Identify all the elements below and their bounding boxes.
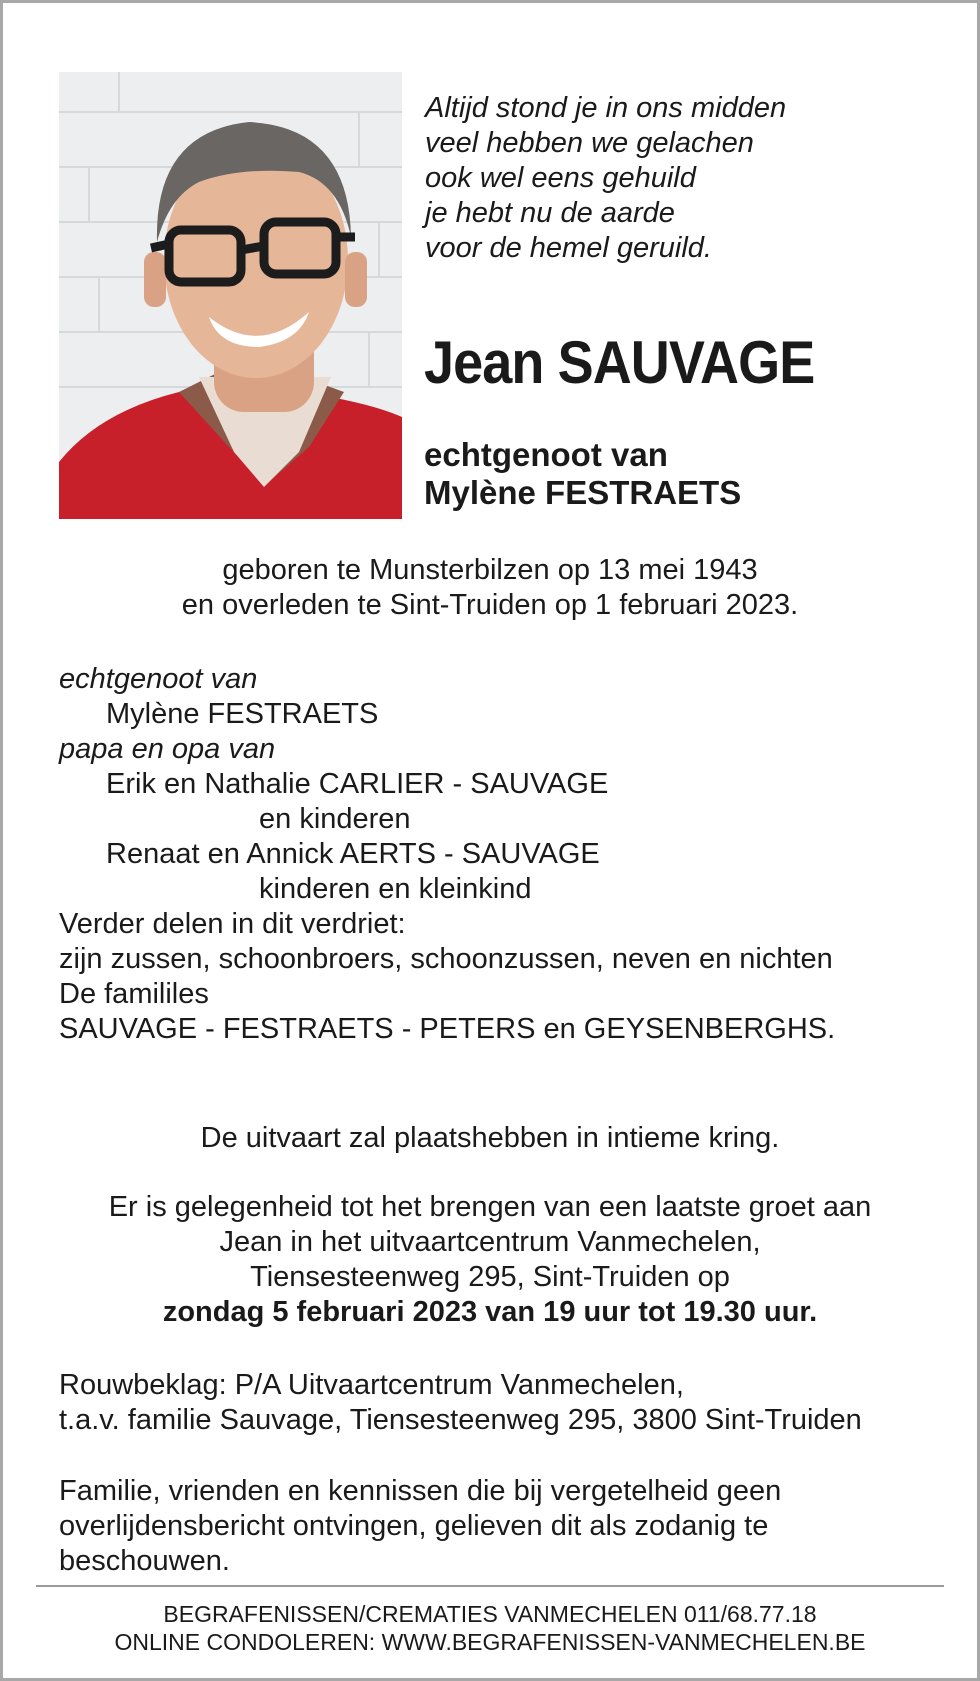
family-notice	[59, 1474, 781, 1579]
notice-line: Familie, vrienden en kennissen die bij vergetelheid geen	[59, 1475, 782, 1507]
portrait-illustration	[59, 72, 402, 519]
online-condolence-line: ONLINE CONDOLEREN: WWW.BEGRAFENISSEN-VANMECHELEN.BE	[114, 1629, 866, 1655]
poem-line: Altijd stond je in ons midden	[425, 92, 787, 124]
death-line: en overleden te Sint-Truiden op 1 februari 2023.	[181, 589, 799, 621]
families-list: SAUVAGE - FESTRAETS - PETERS en GEYSENBERGHS.	[59, 1013, 836, 1045]
visitation-line: Er is gelegenheid tot het brengen van een laatste groet aan	[108, 1191, 872, 1223]
funeral-notice: De uitvaart zal plaatshebben in intieme kring.	[200, 1122, 780, 1154]
visitation-line: Jean in het uitvaartcentrum Vanmechelen,	[219, 1226, 761, 1258]
spouse-heading	[424, 436, 741, 512]
poem-line: veel hebben we gelachen	[425, 127, 754, 159]
family-list	[59, 662, 835, 1047]
others-intro: Verder delen in dit verdriet:	[59, 908, 406, 940]
portrait-photo	[59, 72, 402, 519]
notice-line: beschouwen.	[59, 1545, 230, 1577]
condolence-address	[59, 1368, 862, 1438]
child-family: Renaat en Annick AERTS - SAUVAGE	[106, 838, 600, 870]
poem	[425, 91, 786, 266]
children-intro: papa en opa van	[59, 733, 276, 765]
child-family-sub: en kinderen	[259, 803, 411, 835]
visitation-datetime: zondag 5 februari 2023 van 19 uur tot 19.30 uur.	[162, 1296, 818, 1328]
funeral-home-line: BEGRAFENISSEN/CREMATIES VANMECHELEN 011/68.77.18	[163, 1601, 817, 1627]
birth-line: geboren te Munsterbilzen op 13 mei 1943	[222, 554, 758, 586]
footer	[0, 1600, 980, 1656]
visitation-line: Tiensesteenweg 295, Sint-Truiden op	[250, 1261, 730, 1293]
families-intro: De famililes	[59, 978, 209, 1010]
spouse-name: Mylène FESTRAETS	[424, 474, 742, 511]
life-dates	[0, 553, 980, 623]
visitation-info	[0, 1190, 980, 1330]
child-family: Erik en Nathalie CARLIER - SAUVAGE	[106, 768, 609, 800]
child-family-sub: kinderen en kleinkind	[259, 873, 532, 905]
poem-line: ook wel eens gehuild	[425, 162, 696, 194]
others-list: zijn zussen, schoonbroers, schoonzussen, neven en nichten	[59, 943, 833, 975]
poem-line: voor de hemel geruild.	[425, 232, 712, 264]
spouse-intro: echtgenoot van	[59, 663, 258, 695]
deceased-name: Jean SAUVAGE	[424, 329, 815, 396]
footer-divider	[36, 1585, 944, 1587]
spouse-name: Mylène FESTRAETS	[106, 698, 379, 730]
address-line: t.a.v. familie Sauvage, Tiensesteenweg 295, 3800 Sint-Truiden	[59, 1404, 862, 1436]
address-line: Rouwbeklag: P/A Uitvaartcentrum Vanmechelen,	[59, 1369, 684, 1401]
poem-line: je hebt nu de aarde	[425, 197, 675, 229]
notice-line: overlijdensbericht ontvingen, gelieven dit als zodanig te	[59, 1510, 769, 1542]
spouse-intro: echtgenoot van	[424, 436, 668, 473]
